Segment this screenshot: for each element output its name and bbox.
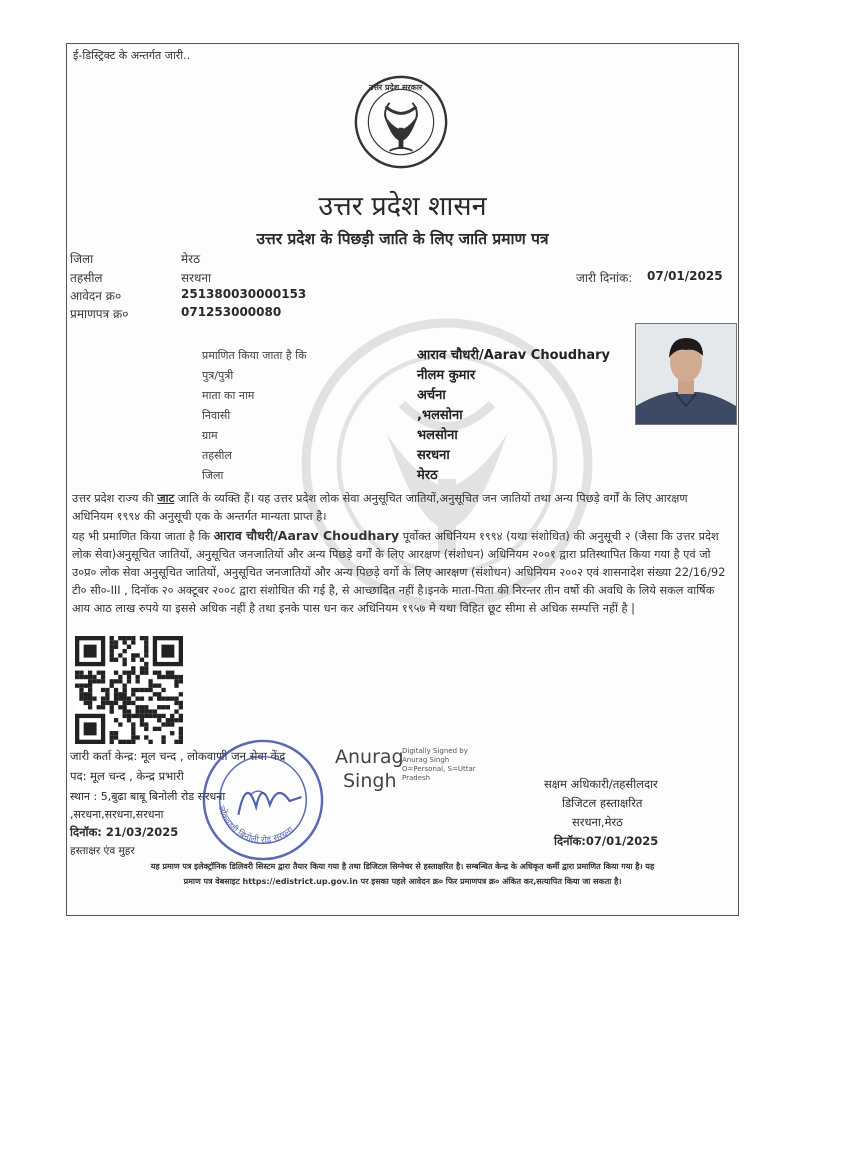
detail-value-district: मेरठ (417, 468, 438, 483)
tehsil-value: सरधना (181, 271, 212, 285)
sign-and-seal-note: हस्ताक्षर एंव मुहर (70, 845, 135, 857)
issuer-date: दिनॉक: 21/03/2025 (70, 825, 179, 839)
person-photo-icon (636, 324, 736, 424)
digital-signer-first-name: Anurag (335, 746, 404, 768)
svg-text:लोकवाणी बिनोली रोड सरधना (216, 805, 297, 846)
footer-note-line-1: यह प्रमाण पत्र इलेक्ट्रॉनिक डिलिवरी सिस्टम द्वारा तैयार किया गया है तथा डिजिटल सिग्नेचर से हस्ताक्षरित है। सम्बन्धित केन्द्र के अधिकृत कर्मी द्वारा प्रमाणित किया गया है। यह (150, 862, 655, 871)
detail-label-resident: निवासी (202, 409, 231, 422)
tehsil-label: तहसील (70, 271, 103, 285)
authority-digitally-signed: डिजिटल हस्ताक्षरित (562, 796, 643, 810)
issue-date-label: जारी दिनांक: (576, 271, 633, 285)
page-title: उत्तर प्रदेश शासन (318, 191, 487, 222)
digital-signer-last-name: Singh (343, 770, 397, 792)
digital-signature-line-2: Anurag Singh (402, 756, 450, 764)
emblem-text: उत्तर प्रदेश सरकार (369, 83, 423, 92)
authority-date: दिनॉक:07/01/2025 (554, 834, 659, 848)
paragraph-cert-name: आराव चौधरी/Aarav Choudhary (213, 528, 400, 543)
applicant-photo (635, 323, 737, 425)
issuer-place-2: ,सरधना,सरधना,सरधना (70, 808, 164, 821)
caste-value: जाट (157, 492, 175, 505)
detail-label-parent: पुत्र/पुत्री (202, 369, 234, 382)
paragraph-certification (72, 527, 732, 618)
application-label: आवेदन क्र० (70, 289, 122, 303)
digital-signature-line-3: O=Personal, S=Uttar (402, 765, 476, 773)
paragraph-caste-after: जाति के व्यक्ति हैं। यह उत्तर प्रदेश लोक सेवा अनुसूचित जातियों,अनुसूचित जन जातियों तथा अन्य पिछड़े वर्गों के लिए आरक्षण अधिनियम १९९४ की अनुसूची एक के अन्तर्गत मान्यता प्राप्त है। (72, 492, 688, 523)
detail-value-parent: नीलम कुमार (417, 368, 476, 383)
digital-signature-details (402, 747, 476, 783)
paragraph-cert-after: पूर्वोक्त अधिनियम १९९४ (यथा संशोधित) की अनुसूची २ (जैसा कि उत्तर प्रदेश लोक सेवा)अनुसूचित जातियों, अनुसूचित जनजातियों और अन्य पिछड़े वर्गों के लिए आरक्षण (संशोधन) अधिनियम २००१ द्वारा प्रतिस्थापित किया गया है एवं जो उ०प्र० लोक सेवा अनुसूचित जातियों, अनुसूचित जनजातियों और अन्य पिछड़े वर्गो के लिए आरक्षण (संशोधन) अधिनियम २००२ एवं शासनादेश संख्या 22/16/92 टी० सी०-III , दिनॉक २० अक्टूबर २००८ द्वारा संशोधित की गई है, से आच्छादित नहीं है।इनके माता-पिता की निरन्तर तीन वर्षो की अवधि के लिये सकल वार्षिक आय आठ लाख रुपये या इससे अधिक नहीं है तथा इनके पास धन कर अधिनियम १९५७ मे यथा विहित छूट सीमा से अधिक सम्पत्ति नहीं है | (72, 530, 726, 615)
rubber-stamp-seal (199, 736, 327, 864)
authority-title: सक्षम अधिकारी/तहसीलदार (544, 777, 658, 791)
district-value: मेरठ (181, 252, 201, 266)
district-label: जिला (70, 252, 94, 266)
issuer-designation: पद: मूल चन्द , केन्द्र प्रभारी (70, 769, 184, 783)
detail-value-mother: अर्चना (417, 388, 446, 403)
issuer-place: स्थान : 5,बुढा बाबू बिनोली रोड सरधना (70, 790, 226, 803)
certificate-number-value: 071253000080 (181, 305, 282, 319)
digital-signature-line-4: Pradesh (402, 774, 431, 782)
issue-date-value: 07/01/2025 (647, 269, 723, 283)
authority-place: सरधना,मेरठ (572, 815, 623, 829)
footer-note-line-2: प्रमाण पत्र वेबसाइट https://edistrict.up.gov.in पर इसका पहले आवेदन क्र० फिर प्रमाणपत्र क्र० अंकित कर,सत्यापित किया जा सकता है। (183, 877, 622, 886)
certificate-page (66, 43, 739, 916)
edistrict-note: ई-डिस्ट्रिक्ट के अन्तर्गत जारी.. (73, 49, 191, 62)
verification-qr-code (75, 636, 183, 744)
detail-label-certified: प्रमाणित किया जाता है कि (202, 349, 307, 362)
detail-value-resident: ,भलसोना (417, 408, 463, 423)
paragraph-cert-before: यह भी प्रमाणित किया जाता है कि (72, 530, 210, 543)
detail-value-village: भलसोना (417, 428, 458, 443)
detail-label-village: ग्राम (202, 429, 218, 442)
paragraph-caste-before: उत्तर प्रदेश राज्य की (72, 492, 154, 505)
detail-label-district: जिला (202, 469, 224, 482)
application-value: 251380030000153 (181, 287, 307, 301)
detail-value-name: आराव चौधरी/Aarav Choudhary (417, 348, 610, 363)
certificate-number-label: प्रमाणपत्र क्र० (70, 307, 129, 321)
detail-label-mother: माता का नाम (202, 389, 255, 402)
certificate-subtitle: उत्तर प्रदेश के पिछड़ी जाति के लिए जाति प्रमाण पत्र (256, 230, 549, 248)
issuer-kendra: जारी कर्ता केन्द्र: मूल चन्द , लोकवाणी जन सेवा केंद्र (70, 749, 286, 763)
paragraph-caste (72, 490, 732, 526)
detail-value-tehsil: सरधना (417, 448, 450, 463)
digital-signature-line-1: Digitally Signed by (402, 747, 468, 755)
detail-label-tehsil: तहसील (202, 449, 232, 462)
stamp-text: लोकवाणी बिनोली रोड सरधना (215, 804, 296, 846)
